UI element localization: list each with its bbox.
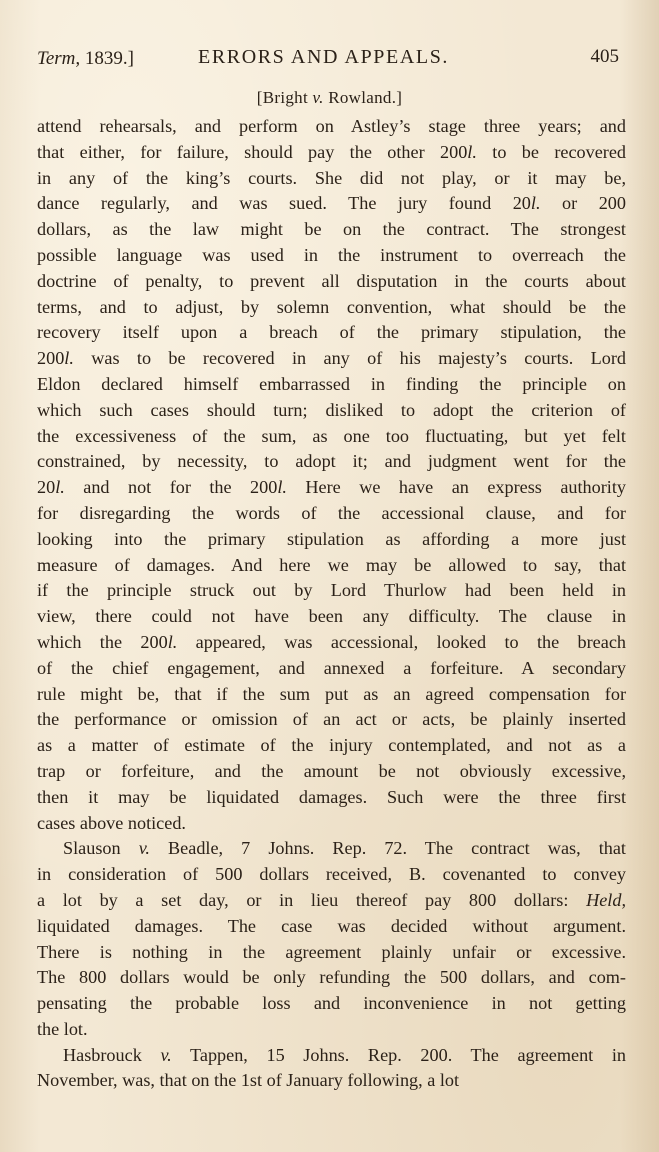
text-line: looking into the primary stipulation as affording a more just xyxy=(37,528,626,549)
text-line: recovery itself upon a breach of the primary stipulation, the xyxy=(37,322,626,343)
text-line: constrained, by necessity, to adopt it; and judgment went for the xyxy=(37,451,626,472)
body-text xyxy=(37,114,626,1094)
text-line: 20l. and not for the 200l. Here we have an express authority xyxy=(37,477,626,498)
text-line: measure of damages. And here we may be allowed to say, that xyxy=(37,554,626,575)
text-line: There is nothing in the agreement plainly unfair or excessive. xyxy=(37,941,626,962)
text-line: a lot by a set day, or in lieu thereof pay 800 dollars: Held, xyxy=(37,889,626,910)
text-line: as a matter of estimate of the injury contemplated, and not as a xyxy=(37,735,626,756)
text-line: pensating the probable loss and inconvenience in not getting xyxy=(37,993,626,1014)
text-line: Slauson v. Beadle, 7 Johns. Rep. 72. The contract was, that xyxy=(63,838,626,859)
running-head-term-word: Term, xyxy=(37,48,81,69)
text-line: attend rehearsals, and perform on Astley’s stage three years; and xyxy=(37,116,626,136)
text-line: dance regularly, and was sued. The jury found 20l. or 200 xyxy=(37,193,626,214)
text-line: of the chief engagement, and annexed a forfeiture. A secondary xyxy=(37,657,626,678)
text-line: the lot. xyxy=(37,1018,88,1039)
page-number: 405 xyxy=(590,46,619,67)
text-line: which the 200l. appeared, was accessional, looked to the breach xyxy=(37,631,626,652)
text-line: in any of the king’s courts. She did not play, or it may be, xyxy=(37,167,626,188)
text-line: Hasbrouck v. Tappen, 15 Johns. Rep. 200. The agreement in xyxy=(63,1044,626,1065)
case-caption-close: Rowland.] xyxy=(323,88,403,107)
case-caption xyxy=(0,88,659,108)
text-line: view, there could not have been any difficulty. The clause in xyxy=(37,606,626,627)
text-line: November, was, that on the 1st of January following, a lot xyxy=(37,1070,460,1091)
text-line: The 800 dollars would be only refunding the 500 dollars, and com- xyxy=(37,967,626,988)
running-head-title: ERRORS AND APPEALS. xyxy=(198,46,450,68)
text-line: possible language was used in the instrument to overreach the xyxy=(37,244,626,265)
text-line: if the principle struck out by Lord Thurlow had been held in xyxy=(37,580,626,601)
text-line: then it may be liquidated damages. Such were the three first xyxy=(37,786,626,807)
case-caption-open: [Bright xyxy=(256,88,313,107)
text-line: terms, and to adjust, by solemn convention, what should be the xyxy=(37,296,626,317)
text-line: which such cases should turn; disliked to adopt the criterion of xyxy=(37,399,626,420)
text-line: Eldon declared himself embarrassed in finding the principle on xyxy=(37,373,626,394)
text-line: in consideration of 500 dollars received, B. covenanted to convey xyxy=(37,864,626,885)
running-head-term xyxy=(37,48,134,70)
text-line: liquidated damages. The case was decided without argument. xyxy=(37,915,626,936)
text-line: for disregarding the words of the accessional clause, and for xyxy=(37,502,626,523)
case-caption-versus: v. xyxy=(312,88,324,107)
text-line: the performance or omission of an act or acts, be plainly inserted xyxy=(37,709,626,730)
running-head-term-year: 1839.] xyxy=(80,48,134,69)
text-line: trap or forfeiture, and the amount be not obviously excessive, xyxy=(37,760,626,781)
text-line: the excessiveness of the sum, as one too fluctuating, but yet felt xyxy=(37,425,626,446)
text-line: cases above noticed. xyxy=(37,812,186,833)
text-line: doctrine of penalty, to prevent all disputation in the courts about xyxy=(37,270,626,291)
running-head xyxy=(37,46,619,76)
text-line: rule might be, that if the sum put as an agreed compensation for xyxy=(37,683,626,704)
text-line: 200l. was to be recovered in any of his majesty’s courts. Lord xyxy=(37,348,626,369)
text-line: that either, for failure, should pay the other 200l. to be recovered xyxy=(37,141,627,162)
text-line: dollars, as the law might be on the contract. The strongest xyxy=(37,219,626,240)
